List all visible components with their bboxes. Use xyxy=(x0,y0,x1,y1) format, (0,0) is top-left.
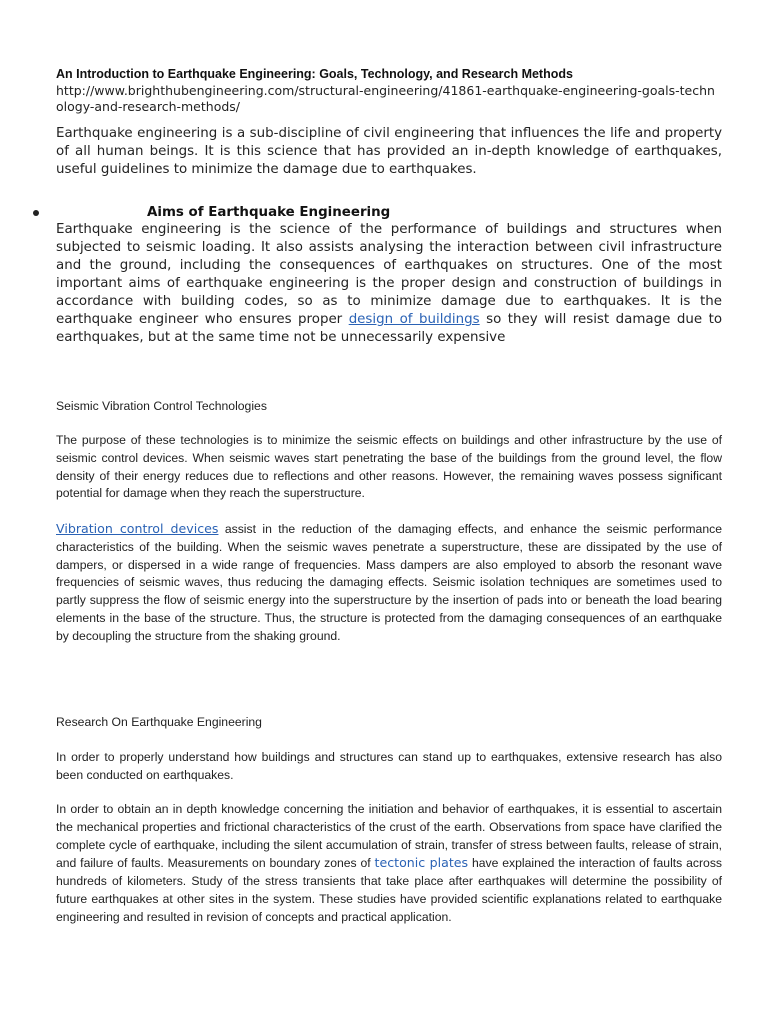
seismic-paragraph-2-text: assist in the reduction of the damaging effects, and enhance the seismic performance characteristics of the building. When the seismic waves penetrate a superstructure, these are dissipated by the use of dampers, or dispersed in a wide range of frequencies. Mass dampers are also employed to absorb the resonant wave frequencies of seismic waves, thus reducing the damaging effects. Seismic isolation techniques are sometimes used to partly suppress the flow of seismic energy into the superstructure by the insertion of pads into or beneath the load bearing elements in the base of the structure. Thus, the structure is protected from the damaging consequences of an earthquake by decoupling the structure from the shaking ground. xyxy=(56,522,722,643)
intro-paragraph: Earthquake engineering is a sub-discipline of civil engineering that influences the life and property of all human beings. It is this science that has provided an in-depth knowledge of earthquakes, useful guidelines to minimize the damage due to earthquakes. xyxy=(56,126,722,177)
design-of-buildings-link[interactable]: design of buildings xyxy=(348,312,480,327)
source-url: http://www.brighthubengineering.com/structural-engineering/41861-earthquake-engineering-goals-technology-and-research-methods/ xyxy=(56,83,715,114)
bullet-icon xyxy=(33,210,39,216)
research-text-start: In order to obtain an in depth knowledge concerning the initiation and behavior of earthquakes, it is essential to ascertain the mechanical properties and frictional characteristics of the crust of the earth. Observations from space have clarified the complete cycle of earthquake, including the silent accumulation of strain, transfer of stress between faults, release of strain, and failure of faults. Measurements on boundary zones of xyxy=(56,802,722,871)
seismic-paragraph-2 xyxy=(56,520,722,646)
aims-text-start: Earthquake engineering is the science of the performance of buildings and structures when subjected to seismic loading. It also assists analysing the interaction between civil infrastructure and the ground, including the consequences of earthquakes on structures. One of the most important aims of earthquake engineering is the proper design and construction of buildings in accordance with building codes, so as to minimize damage due to earthquakes. It is the earthquake engineer who ensures proper xyxy=(56,222,722,327)
seismic-paragraph-1: The purpose of these technologies is to minimize the seismic effects on buildings and other infrastructure by the use of seismic control devices. When seismic waves start penetrating the base of the buildings from the ground level, the flow density of their energy reduces due to reflections and other reasons. However, the remaining waves possess significant potential for damage when they reach the superstructure. xyxy=(56,433,722,501)
research-heading: Research On Earthquake Engineering xyxy=(56,715,262,729)
vibration-control-devices-link[interactable]: Vibration control devices xyxy=(56,521,219,536)
research-paragraph-1: In order to properly understand how buildings and structures can stand up to earthquakes, extensive research has also been conducted on earthquakes. xyxy=(56,750,722,782)
tectonic-plates-link[interactable]: tectonic plates xyxy=(374,855,469,871)
research-text-end: have explained the interaction of faults across hundreds of kilometers. Study of the stress transients that take place after earthquakes will determine the possibility of future earthquakes at other sites in the system. These studies have provided scientific explanations related to earthquake engineering and resulted in revision of concepts and practical application. xyxy=(56,856,723,924)
aims-heading: Aims of Earthquake Engineering xyxy=(147,205,391,220)
research-paragraph-2 xyxy=(56,801,722,927)
aims-paragraph xyxy=(56,221,722,347)
seismic-heading: Seismic Vibration Control Technologies xyxy=(56,399,267,413)
aims-text-end: so they will resist damage due to earthquakes, but at the same time not be unnecessarily expensive xyxy=(56,312,723,345)
document-title: An Introduction to Earthquake Engineering: Goals, Technology, and Research Methods xyxy=(56,67,573,81)
